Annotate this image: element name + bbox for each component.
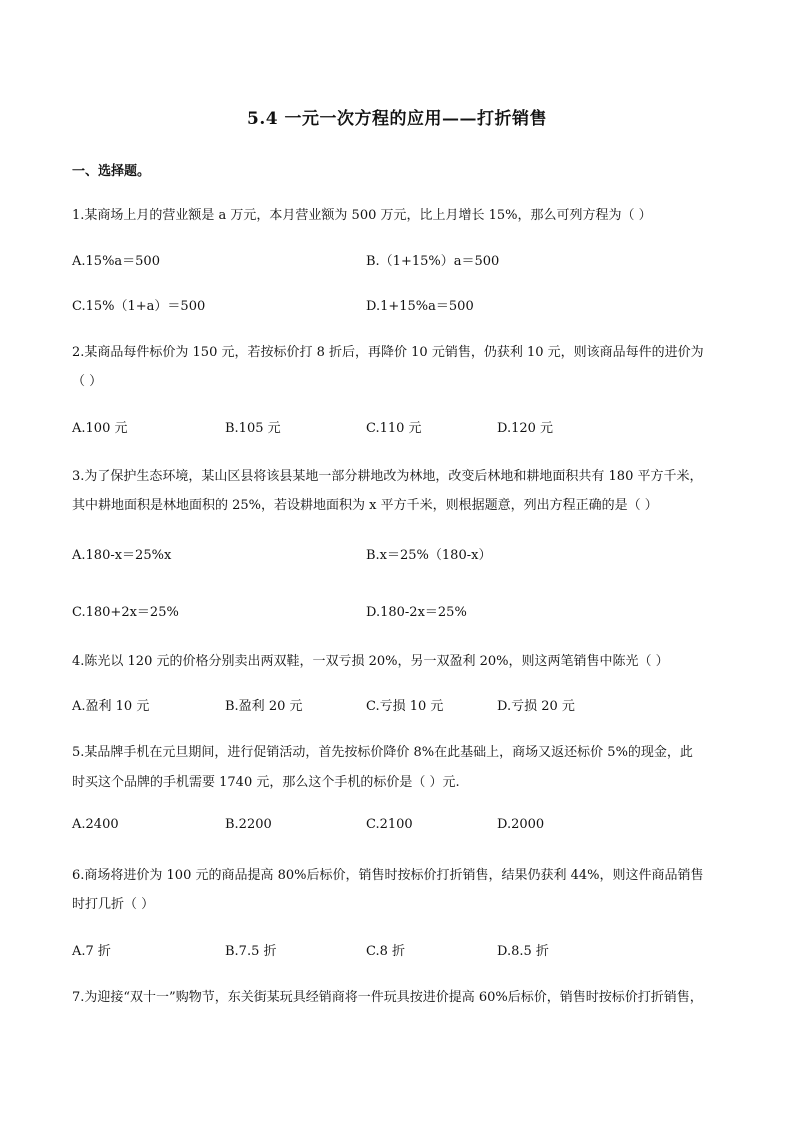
question-4-option-d: D.亏损 20 元 [497,699,575,714]
question-5-option-b: B.2200 [225,817,272,832]
question-5-text-line-1: 5.某品牌手机在元旦期间，进行促销活动，首先按标价降价 8%在此基础上，商场又返还标价 5%的现金，此 [72,745,693,760]
question-3-option-c: C.180+2x＝25% [72,605,179,620]
question-6-text-line-2: 时打几折（ ） [72,897,155,912]
question-2-option-b: B.105 元 [225,421,281,436]
question-3-option-d: D.180-2x＝25% [366,605,467,620]
question-4-text: 4.陈光以 120 元的价格分别卖出两双鞋，一双亏损 20%，另一双盈利 20%，则这两笔销售中陈光（ ） [72,654,669,669]
question-2-text-line-1: 2.某商品每件标价为 150 元，若按标价打 8 折后，再降价 10 元销售，仍获利 10 元，则该商品每件的进价为 [72,345,704,360]
question-1-text: 1.某商场上月的营业额是 a 万元，本月营业额为 500 万元，比上月增长 15%，那么可列方程为（ ） [72,208,652,223]
question-3-text-line-1: 3.为了保护生态环境，某山区县将该县某地一部分耕地改为林地，改变后林地和耕地面积共有 180 平方千米， [72,469,703,484]
question-6-text-line-1: 6.商场将进价为 100 元的商品提高 80%后标价，销售时按标价打折销售，结果仍获利 44%，则这件商品销售 [72,868,704,883]
page-title: 5.4 一元一次方程的应用——打折销售 [247,109,547,129]
question-1-option-c: C.15%（1+a）＝500 [72,299,206,314]
section-heading: 一、选择题。 [72,164,151,179]
question-3-option-a: A.180-x＝25%x [72,548,172,563]
question-2-option-c: C.110 元 [366,421,422,436]
question-5-option-d: D.2000 [497,817,545,832]
question-5-text-line-2: 时买这个品牌的手机需要 1740 元，那么这个手机的标价是（ ）元. [72,775,460,790]
question-1-option-a: A.15%a＝500 [72,254,160,269]
question-6-option-d: D.8.5 折 [497,944,549,959]
question-6-option-a: A.7 折 [72,944,111,959]
question-5-option-c: C.2100 [366,817,413,832]
question-2-text-line-2: （ ） [72,374,103,389]
question-3-option-b: B.x＝25%（180-x） [366,548,492,563]
question-6-option-b: B.7.5 折 [225,944,277,959]
question-7-text-line-1: 7.为迎接“双十一”购物节，东关街某玩具经销商将一件玩具按进价提高 60%后标价，销售时按标价打折销售， [72,990,703,1005]
question-6-option-c: C.8 折 [366,944,406,959]
question-2-option-d: D.120 元 [497,421,554,436]
question-1-option-d: D.1+15%a＝500 [366,299,474,314]
question-3-text-line-2: 其中耕地面积是林地面积的 25%，若设耕地面积为 x 平方千米，则根据题意，列出方程正确的是（ ） [72,498,658,513]
question-5-option-a: A.2400 [72,817,119,832]
question-2-option-a: A.100 元 [72,421,128,436]
question-1-option-b: B.（1+15%）a＝500 [366,254,500,269]
question-4-option-a: A.盈利 10 元 [72,699,150,714]
question-4-option-b: B.盈利 20 元 [225,699,303,714]
question-4-option-c: C.亏损 10 元 [366,699,444,714]
